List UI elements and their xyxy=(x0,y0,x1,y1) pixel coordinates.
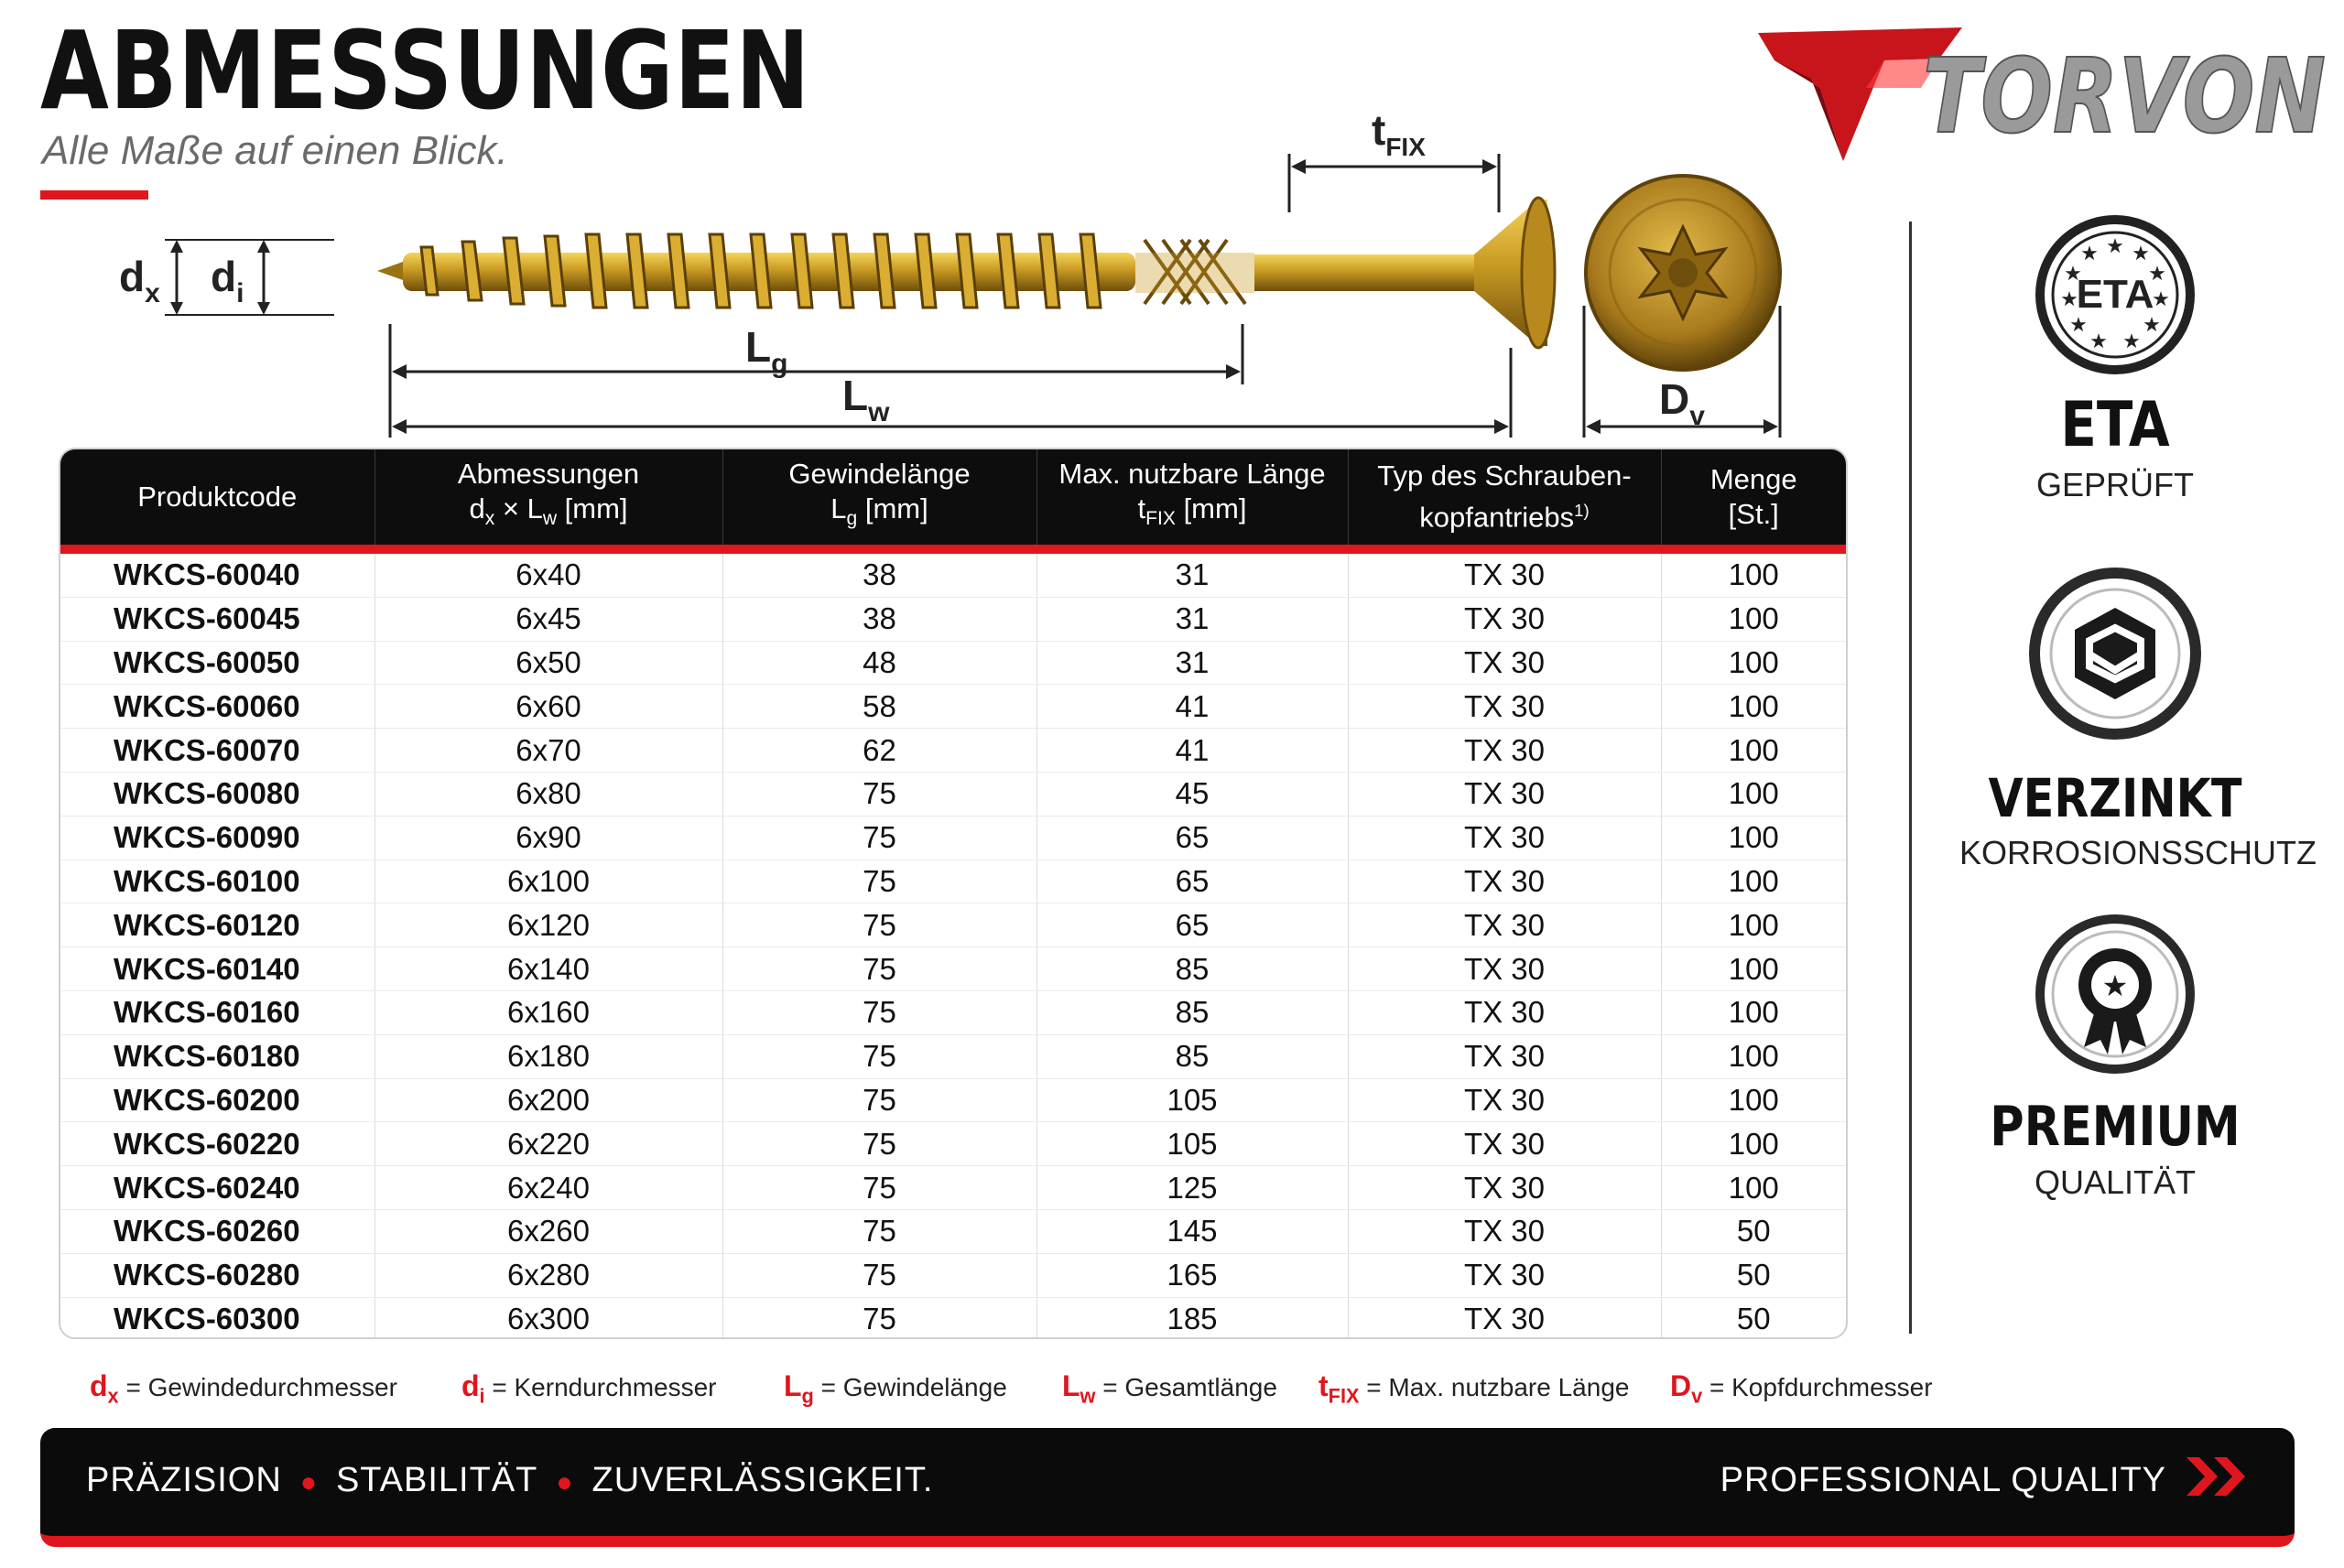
cell-tfix: 125 xyxy=(1036,1166,1348,1210)
hexagon-shield-icon xyxy=(2025,564,2205,743)
cell-menge: 100 xyxy=(1661,554,1846,597)
screw-image xyxy=(377,198,1555,348)
badge-verzinkt xyxy=(1959,564,2317,872)
cell-antrieb: TX 30 xyxy=(1348,1297,1661,1339)
cell-gewindelaenge: 75 xyxy=(722,1078,1036,1122)
cell-tfix: 105 xyxy=(1036,1122,1348,1166)
svg-text:★: ★ xyxy=(2106,235,2124,258)
col-header-menge: Menge [St.] xyxy=(1661,449,1846,545)
table-row xyxy=(60,1078,1846,1122)
table-row xyxy=(60,860,1846,903)
cell-abmessungen: 6x40 xyxy=(374,554,722,597)
cell-gewindelaenge: 75 xyxy=(722,1297,1036,1339)
svg-text:dx: $d_x$ xyxy=(119,253,160,308)
cell-menge: 100 xyxy=(1661,816,1846,860)
cell-gewindelaenge: 75 xyxy=(722,1166,1036,1210)
badge-premium-subtitle: QUALITÄT xyxy=(2034,1163,2197,1201)
table-row xyxy=(60,1253,1846,1297)
cell-produktcode: WKCS-60050 xyxy=(60,641,374,685)
svg-text:★: ★ xyxy=(2143,314,2161,337)
vertical-divider xyxy=(1909,222,1912,1334)
cell-menge: 100 xyxy=(1661,990,1846,1034)
cell-menge: 100 xyxy=(1661,1034,1846,1078)
col-header-abmessungen: Abmessungen $d_x \times L_w$ [mm] xyxy=(374,449,722,545)
cell-gewindelaenge: 75 xyxy=(722,903,1036,947)
col-header-kopfantrieb: Typ des Schrauben- kopfantriebs$^{1)}$ xyxy=(1348,449,1661,545)
cell-tfix: 145 xyxy=(1036,1209,1348,1253)
cell-produktcode: WKCS-60140 xyxy=(60,947,374,991)
cell-menge: 100 xyxy=(1661,1122,1846,1166)
cell-abmessungen: 6x180 xyxy=(374,1034,722,1078)
cell-gewindelaenge: 58 xyxy=(722,685,1036,729)
cell-produktcode: WKCS-60240 xyxy=(60,1166,374,1210)
table-row xyxy=(60,641,1846,685)
table-row xyxy=(60,947,1846,991)
col-header-gewindelaenge: Gewindelänge $L_g$ [mm] xyxy=(722,449,1036,545)
cell-abmessungen: 6x160 xyxy=(374,990,722,1034)
table-row xyxy=(60,816,1846,860)
cell-abmessungen: 6x300 xyxy=(374,1297,722,1339)
cell-gewindelaenge: 62 xyxy=(722,729,1036,773)
svg-text:ETA: ETA xyxy=(2076,272,2154,317)
cell-abmessungen: 6x90 xyxy=(374,816,722,860)
cell-produktcode: WKCS-60045 xyxy=(60,597,374,641)
cell-tfix: 185 xyxy=(1036,1297,1348,1339)
cell-abmessungen: 6x60 xyxy=(374,685,722,729)
cell-produktcode: WKCS-60120 xyxy=(60,903,374,947)
svg-text:★: ★ xyxy=(2101,968,2129,1003)
svg-text:★: ★ xyxy=(2152,288,2170,311)
cell-antrieb: TX 30 xyxy=(1348,1034,1661,1078)
table-row xyxy=(60,1209,1846,1253)
cell-antrieb: TX 30 xyxy=(1348,860,1661,903)
legend-item-dv: $D_v$ = Kopfdurchmesser xyxy=(1670,1369,1933,1408)
cell-tfix: 85 xyxy=(1036,990,1348,1034)
cell-abmessungen: 6x45 xyxy=(374,597,722,641)
award-ribbon-icon xyxy=(2031,910,2199,1078)
cell-antrieb: TX 30 xyxy=(1348,903,1661,947)
cell-antrieb: TX 30 xyxy=(1348,597,1661,641)
cell-abmessungen: 6x140 xyxy=(374,947,722,991)
cell-menge: 100 xyxy=(1661,903,1846,947)
double-chevron-icon xyxy=(2187,1454,2251,1499)
cell-gewindelaenge: 48 xyxy=(722,641,1036,685)
cell-tfix: 65 xyxy=(1036,903,1348,947)
cell-menge: 100 xyxy=(1661,685,1846,729)
svg-text:tFIX: $t_{FIX}$ xyxy=(1372,106,1426,161)
cell-antrieb: TX 30 xyxy=(1348,816,1661,860)
cell-menge: 100 xyxy=(1661,597,1846,641)
cell-menge: 50 xyxy=(1661,1297,1846,1339)
cell-tfix: 165 xyxy=(1036,1253,1348,1297)
svg-text:★: ★ xyxy=(2148,263,2166,286)
cell-menge: 100 xyxy=(1661,641,1846,685)
cell-antrieb: TX 30 xyxy=(1348,1166,1661,1210)
footer-slogan: PRÄZISION ● STABILITÄT ● ZUVERLÄSSIGKEIT. xyxy=(86,1461,934,1499)
cell-tfix: 65 xyxy=(1036,860,1348,903)
cell-gewindelaenge: 75 xyxy=(722,1253,1036,1297)
svg-text:★: ★ xyxy=(2080,243,2099,265)
table-row xyxy=(60,903,1846,947)
cell-abmessungen: 6x280 xyxy=(374,1253,722,1297)
badge-eta xyxy=(1959,212,2271,504)
cell-antrieb: TX 30 xyxy=(1348,641,1661,685)
cell-gewindelaenge: 75 xyxy=(722,772,1036,816)
svg-text:Dv: $D_v$ xyxy=(1659,375,1705,431)
screw-head-top-view xyxy=(1586,176,1780,370)
cell-abmessungen: 6x120 xyxy=(374,903,722,947)
cell-produktcode: WKCS-60070 xyxy=(60,729,374,773)
cell-gewindelaenge: 75 xyxy=(722,990,1036,1034)
badge-eta-title: ETA xyxy=(2060,389,2170,461)
cell-produktcode: WKCS-60060 xyxy=(60,685,374,729)
cell-menge: 50 xyxy=(1661,1253,1846,1297)
cell-produktcode: WKCS-60260 xyxy=(60,1209,374,1253)
cell-menge: 100 xyxy=(1661,729,1846,773)
badge-eta-subtitle: GEPRÜFT xyxy=(2035,466,2194,503)
table-row xyxy=(60,1122,1846,1166)
badge-verzinkt-title: VERZINKT xyxy=(1988,767,2242,829)
cell-antrieb: TX 30 xyxy=(1348,1209,1661,1253)
header-red-line xyxy=(60,545,1846,554)
cell-abmessungen: 6x50 xyxy=(374,641,722,685)
col-header-max-nutzbare-laenge: Max. nutzbare Länge $t_{FIX}$ [mm] xyxy=(1036,449,1348,545)
eta-stars-icon xyxy=(2033,212,2198,377)
dot-separator-icon: ● xyxy=(556,1467,574,1498)
page-subtitle: Alle Maße auf einen Blick. xyxy=(42,128,508,173)
cell-produktcode: WKCS-60040 xyxy=(60,554,374,597)
legend-item-di: $d_i$ = Kerndurchmesser xyxy=(461,1369,717,1408)
cell-tfix: 105 xyxy=(1036,1078,1348,1122)
col-header-produktcode: Produktcode xyxy=(60,449,374,545)
cell-abmessungen: 6x200 xyxy=(374,1078,722,1122)
svg-text:★: ★ xyxy=(2089,330,2108,353)
badge-premium xyxy=(1959,910,2271,1202)
cell-antrieb: TX 30 xyxy=(1348,729,1661,773)
table-row xyxy=(60,772,1846,816)
cell-abmessungen: 6x100 xyxy=(374,860,722,903)
svg-text:di: $d_i$ xyxy=(211,253,244,308)
cell-antrieb: TX 30 xyxy=(1348,1253,1661,1297)
table-row xyxy=(60,685,1846,729)
cell-abmessungen: 6x240 xyxy=(374,1166,722,1210)
legend-item-lw: $L_w$ = Gesamtlänge xyxy=(1062,1369,1277,1408)
cell-menge: 50 xyxy=(1661,1209,1846,1253)
svg-text:Lg: $L_g$ xyxy=(745,323,788,379)
cell-antrieb: TX 30 xyxy=(1348,947,1661,991)
cell-tfix: 41 xyxy=(1036,729,1348,773)
cell-gewindelaenge: 38 xyxy=(722,554,1036,597)
table-row xyxy=(60,990,1846,1034)
cell-gewindelaenge: 75 xyxy=(722,1034,1036,1078)
diameter-markers xyxy=(119,240,334,315)
cell-gewindelaenge: 75 xyxy=(722,1209,1036,1253)
page-title: ABMESSUNGEN xyxy=(40,7,811,134)
cell-antrieb: TX 30 xyxy=(1348,1078,1661,1122)
badge-premium-title: PREMIUM xyxy=(1990,1095,2241,1159)
legend-item-lg: $L_g$ = Gewindelänge xyxy=(784,1369,1007,1408)
cell-produktcode: WKCS-60200 xyxy=(60,1078,374,1122)
cell-antrieb: TX 30 xyxy=(1348,1122,1661,1166)
cell-antrieb: TX 30 xyxy=(1348,990,1661,1034)
cell-antrieb: TX 30 xyxy=(1348,772,1661,816)
table-header-row xyxy=(60,449,1846,545)
cell-produktcode: WKCS-60100 xyxy=(60,860,374,903)
footer-bar xyxy=(40,1428,2295,1547)
cell-produktcode: WKCS-60180 xyxy=(60,1034,374,1078)
cell-abmessungen: 6x220 xyxy=(374,1122,722,1166)
cell-produktcode: WKCS-60090 xyxy=(60,816,374,860)
cell-tfix: 85 xyxy=(1036,947,1348,991)
cell-tfix: 41 xyxy=(1036,685,1348,729)
cell-abmessungen: 6x260 xyxy=(374,1209,722,1253)
table-row xyxy=(60,1166,1846,1210)
cell-menge: 100 xyxy=(1661,860,1846,903)
cell-menge: 100 xyxy=(1661,772,1846,816)
legend xyxy=(0,1369,2344,1406)
svg-text:★: ★ xyxy=(2132,243,2150,265)
cell-produktcode: WKCS-60280 xyxy=(60,1253,374,1297)
legend-item-dx: $d_x$ = Gewindedurchmesser xyxy=(90,1369,397,1408)
cell-menge: 100 xyxy=(1661,1078,1846,1122)
cell-produktcode: WKCS-60080 xyxy=(60,772,374,816)
svg-text:★: ★ xyxy=(2122,330,2141,353)
dot-separator-icon: ● xyxy=(299,1467,318,1498)
table-row xyxy=(60,597,1846,641)
svg-text:★: ★ xyxy=(2069,314,2088,337)
cell-menge: 100 xyxy=(1661,1166,1846,1210)
cell-gewindelaenge: 38 xyxy=(722,597,1036,641)
cell-gewindelaenge: 75 xyxy=(722,860,1036,903)
footer-right-text: PROFESSIONAL QUALITY xyxy=(1720,1461,2166,1499)
table-row xyxy=(60,1034,1846,1078)
dimensions-table xyxy=(59,448,1848,1339)
svg-text:Lw: $L_w$ xyxy=(842,372,890,427)
cell-tfix: 31 xyxy=(1036,554,1348,597)
cell-antrieb: TX 30 xyxy=(1348,685,1661,729)
cell-produktcode: WKCS-60300 xyxy=(60,1297,374,1339)
cell-abmessungen: 6x80 xyxy=(374,772,722,816)
cell-abmessungen: 6x70 xyxy=(374,729,722,773)
cell-menge: 100 xyxy=(1661,947,1846,991)
cell-tfix: 31 xyxy=(1036,641,1348,685)
svg-text:★: ★ xyxy=(2064,263,2082,286)
cell-gewindelaenge: 75 xyxy=(722,1122,1036,1166)
cell-tfix: 45 xyxy=(1036,772,1348,816)
screw-dimension-diagram xyxy=(0,0,1923,458)
badge-verzinkt-subtitle: KORROSIONSSCHUTZ xyxy=(1959,834,2317,871)
cell-produktcode: WKCS-60220 xyxy=(60,1122,374,1166)
legend-item-tfix: $t_{FIX}$ = Max. nutzbare Länge xyxy=(1318,1369,1630,1408)
cell-tfix: 65 xyxy=(1036,816,1348,860)
table-row xyxy=(60,729,1846,773)
cell-produktcode: WKCS-60160 xyxy=(60,990,374,1034)
svg-text:★: ★ xyxy=(2060,288,2078,311)
cell-antrieb: TX 30 xyxy=(1348,554,1661,597)
table-row xyxy=(60,554,1846,597)
cell-tfix: 85 xyxy=(1036,1034,1348,1078)
logo-wordmark: TORVON xyxy=(1923,38,2326,157)
table-row xyxy=(60,1297,1846,1339)
cell-gewindelaenge: 75 xyxy=(722,947,1036,991)
cell-gewindelaenge: 75 xyxy=(722,816,1036,860)
cell-tfix: 31 xyxy=(1036,597,1348,641)
